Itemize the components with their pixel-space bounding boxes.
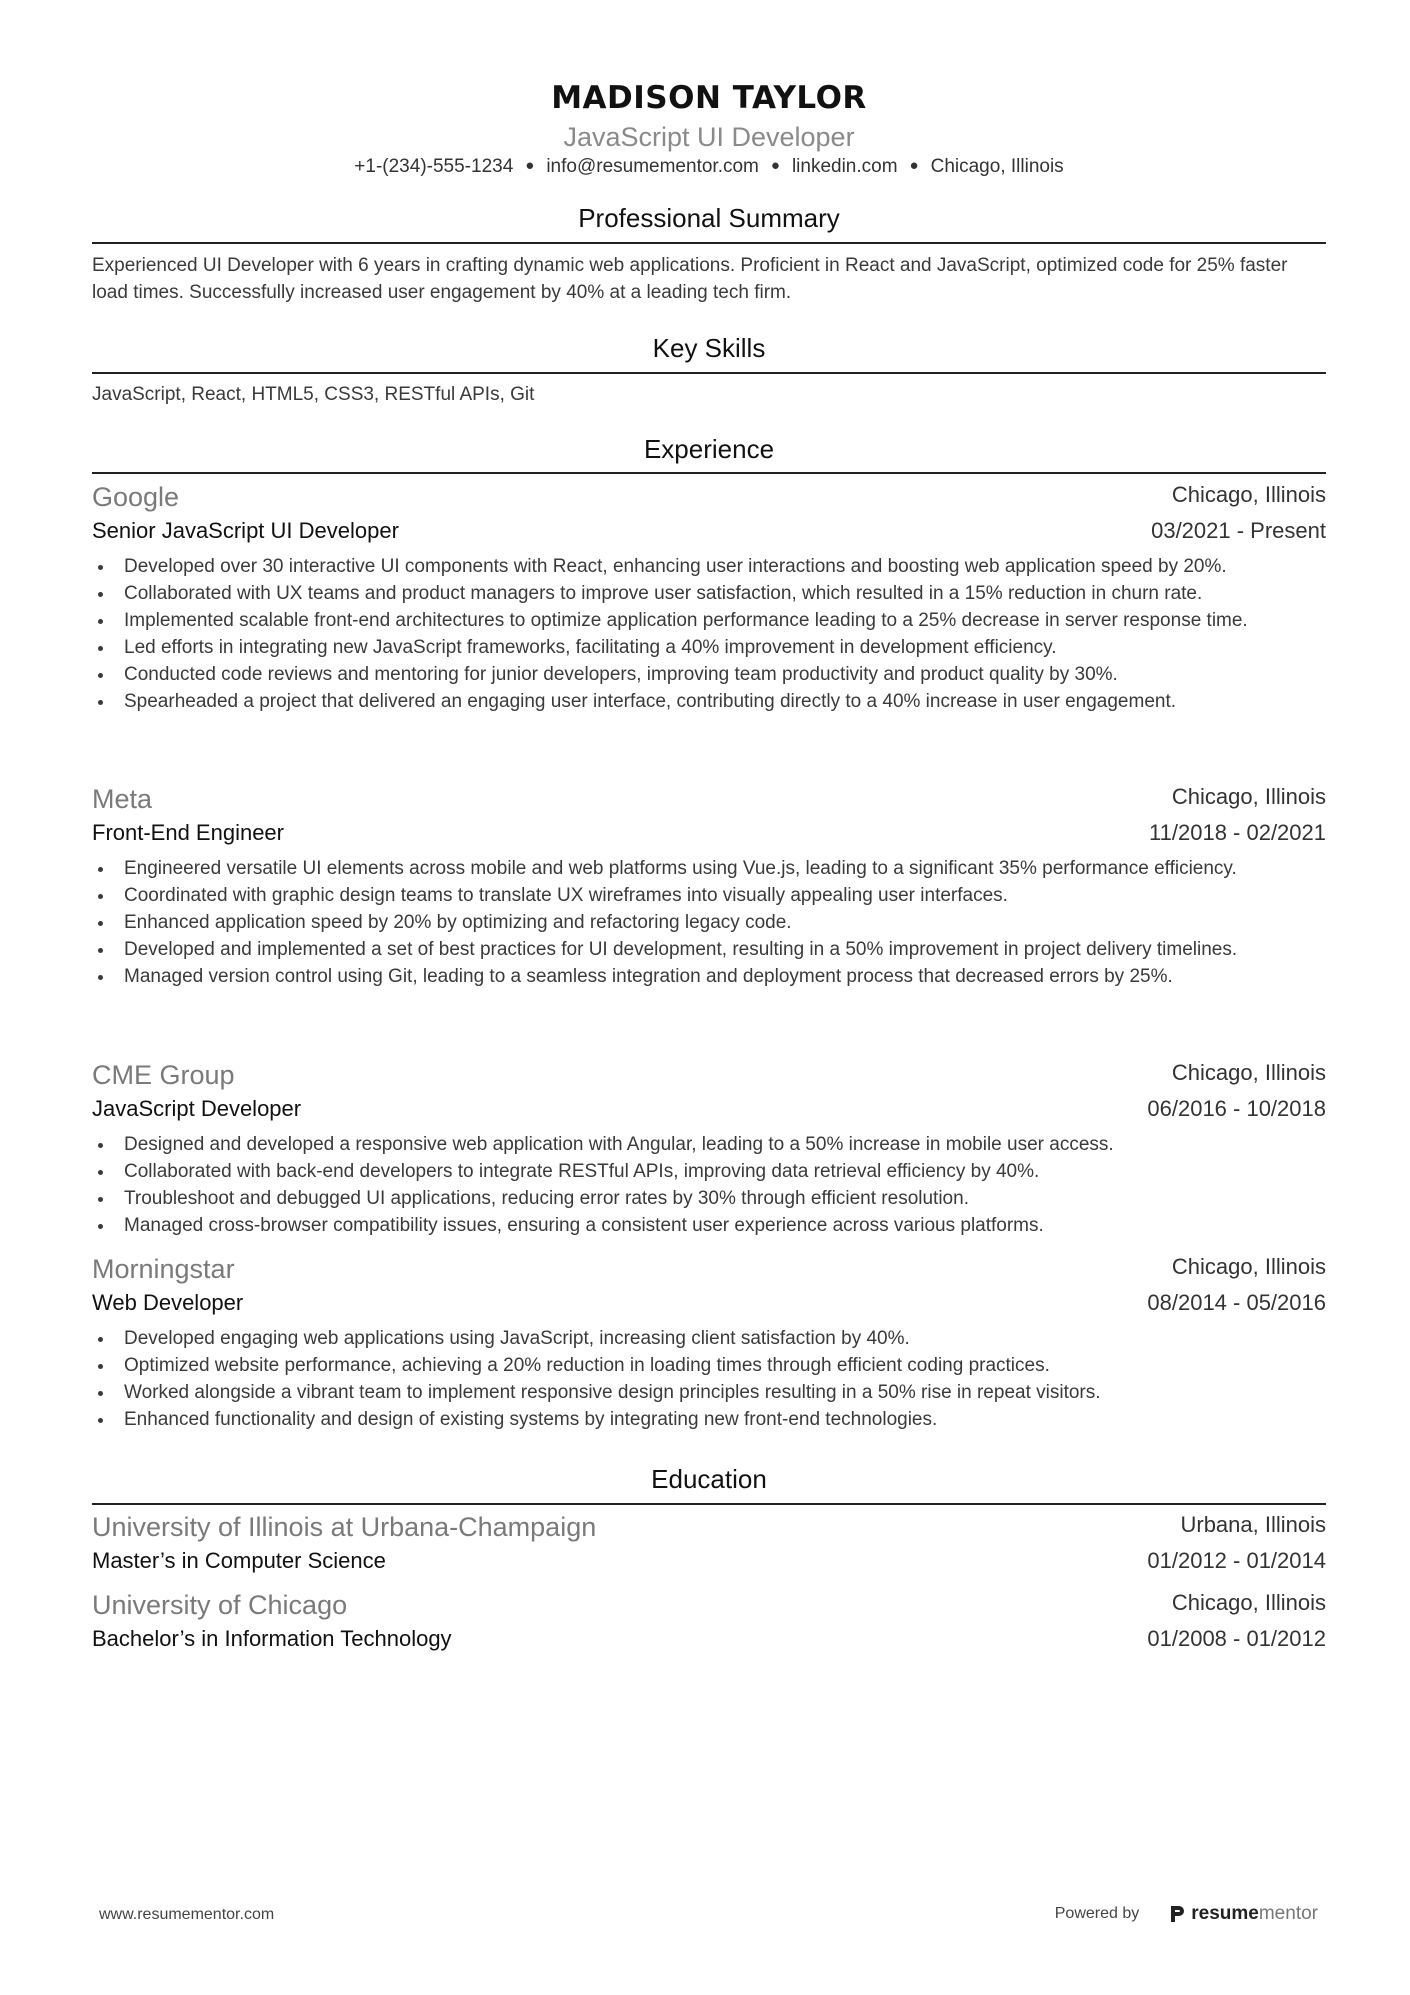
job-role: JavaScript Developer xyxy=(92,1096,302,1121)
job-dates: 03/2021 - Present xyxy=(1151,518,1326,543)
job-location: Chicago, Illinois xyxy=(1171,784,1326,809)
school-dates: 01/2012 - 01/2014 xyxy=(1147,1548,1326,1573)
job-bullets xyxy=(92,1325,1326,1433)
section-title-summary: Professional Summary xyxy=(578,203,840,233)
job-role: Web Developer xyxy=(92,1290,244,1315)
job-role-row xyxy=(92,518,1326,552)
separator-dot: ● xyxy=(525,157,535,174)
brand-name-part1: resume xyxy=(1191,1903,1259,1924)
contact-line xyxy=(92,156,1326,178)
school-degree-row xyxy=(92,1548,1326,1582)
job-header xyxy=(92,784,1326,818)
job-role-row xyxy=(92,1290,1326,1324)
job-role: Senior JavaScript UI Developer xyxy=(92,518,399,543)
section-title-education: Education xyxy=(651,1464,767,1494)
school-name: University of Chicago xyxy=(92,1590,348,1620)
section-divider xyxy=(92,472,1326,474)
contact-email[interactable]: info@resumementor.com xyxy=(546,156,759,177)
job-location: Chicago, Illinois xyxy=(1171,482,1326,507)
list-item: Worked alongside a vibrant team to implement responsive design principles resulting in a 50% rise in repeat visitors. xyxy=(92,1379,1326,1406)
list-item: Coordinated with graphic design teams to translate UX wireframes into visually appealing user interfaces. xyxy=(92,882,1326,909)
list-item: Engineered versatile UI elements across mobile and web platforms using Vue.js, leading to a significant 35% performance efficiency. xyxy=(92,855,1326,882)
job-role-row xyxy=(92,820,1326,854)
job-company: Meta xyxy=(92,784,153,814)
school-degree: Master’s in Computer Science xyxy=(92,1548,386,1573)
skills-text: JavaScript, React, HTML5, CSS3, RESTful APIs, Git xyxy=(92,384,535,405)
school-location: Urbana, Illinois xyxy=(1180,1512,1326,1537)
section-divider xyxy=(92,1503,1326,1505)
job-role: Front-End Engineer xyxy=(92,820,284,845)
job-dates: 11/2018 - 02/2021 xyxy=(1149,820,1326,845)
list-item: Optimized website performance, achieving a 20% reduction in loading times through efficient coding practices. xyxy=(92,1352,1326,1379)
job-dates: 06/2016 - 10/2018 xyxy=(1147,1096,1326,1121)
footer-website[interactable]: www.resumementor.com xyxy=(99,1906,275,1923)
job-company: Google xyxy=(92,482,180,512)
school-dates: 01/2008 - 01/2012 xyxy=(1147,1626,1326,1651)
job-company: CME Group xyxy=(92,1060,235,1090)
job-location: Chicago, Illinois xyxy=(1171,1060,1326,1085)
list-item: Conducted code reviews and mentoring for junior developers, improving team productivity and product quality by 30%. xyxy=(92,661,1326,688)
list-item: Enhanced functionality and design of existing systems by integrating new front-end technologies. xyxy=(92,1406,1326,1433)
contact-linkedin[interactable]: linkedin.com xyxy=(791,156,898,177)
section-divider xyxy=(92,242,1326,244)
list-item: Troubleshoot and debugged UI applications, reducing error rates by 30% through efficient resolution. xyxy=(92,1185,1326,1212)
job-bullets xyxy=(92,553,1326,715)
separator-dot: ● xyxy=(909,157,919,174)
candidate-name: MADISON TAYLOR xyxy=(551,80,867,116)
powered-by-label: Powered by xyxy=(1054,1905,1140,1922)
section-divider xyxy=(92,372,1326,374)
candidate-title: JavaScript UI Developer xyxy=(563,122,855,152)
list-item: Led efforts in integrating new JavaScript frameworks, facilitating a 40% improvement in development efficiency. xyxy=(92,634,1326,661)
list-item: Collaborated with back-end developers to integrate RESTful APIs, improving data retrieval efficiency by 40%. xyxy=(92,1158,1326,1185)
list-item: Enhanced application speed by 20% by optimizing and refactoring legacy code. xyxy=(92,909,1326,936)
separator-dot: ● xyxy=(770,157,780,174)
list-item: Collaborated with UX teams and product managers to improve user satisfaction, which resulted in a 15% reduction in churn rate. xyxy=(92,580,1326,607)
footer-branding xyxy=(1055,1900,1318,1928)
job-bullets xyxy=(92,855,1326,990)
job-header xyxy=(92,482,1326,516)
list-item: Managed cross-browser compatibility issues, ensuring a consistent user experience across various platforms. xyxy=(92,1212,1326,1239)
job-header xyxy=(92,1060,1326,1094)
summary-text: Experienced UI Developer with 6 years in crafting dynamic web applications. Proficient in React and JavaScript, optimized code for 25% faster load times. Successfully increased user engagement by 40% at a leading tech firm. xyxy=(92,255,1288,303)
list-item: Developed and implemented a set of best practices for UI development, resulting in a 50% improvement in project delivery timelines. xyxy=(92,936,1326,963)
contact-phone: +1-(234)-555-1234 xyxy=(354,156,514,177)
list-item: Developed over 30 interactive UI components with React, enhancing user interactions and boosting web application speed by 20%. xyxy=(92,553,1326,580)
job-location: Chicago, Illinois xyxy=(1171,1254,1326,1279)
school-location: Chicago, Illinois xyxy=(1171,1590,1326,1615)
school-degree: Bachelor’s in Information Technology xyxy=(92,1626,452,1651)
job-company: Morningstar xyxy=(92,1254,235,1284)
list-item: Managed version control using Git, leading to a seamless integration and deployment process that decreased errors by 25%. xyxy=(92,963,1326,990)
job-header xyxy=(92,1254,1326,1288)
job-bullets xyxy=(92,1131,1326,1239)
section-title-skills: Key Skills xyxy=(652,333,766,363)
contact-location: Chicago, Illinois xyxy=(930,156,1064,177)
resumementor-logo[interactable] xyxy=(1169,1903,1318,1925)
school-header xyxy=(92,1512,1326,1546)
brand-name-part2: mentor xyxy=(1258,1903,1318,1924)
job-role-row xyxy=(92,1096,1326,1130)
school-header xyxy=(92,1590,1326,1624)
list-item: Developed engaging web applications using JavaScript, increasing client satisfaction by 40%. xyxy=(92,1325,1326,1352)
job-dates: 08/2014 - 05/2016 xyxy=(1147,1290,1326,1315)
list-item: Implemented scalable front-end architectures to optimize application performance leading to a 25% decrease in server response time. xyxy=(92,607,1326,634)
school-degree-row xyxy=(92,1626,1326,1660)
list-item: Designed and developed a responsive web application with Angular, leading to a 50% increase in mobile user access. xyxy=(92,1131,1326,1158)
list-item: Spearheaded a project that delivered an engaging user interface, contributing directly to a 40% increase in user engagement. xyxy=(92,688,1326,715)
section-title-experience: Experience xyxy=(643,434,775,464)
school-name: University of Illinois at Urbana-Champaign xyxy=(92,1512,597,1542)
resumementor-logo-icon xyxy=(1169,1904,1185,1924)
